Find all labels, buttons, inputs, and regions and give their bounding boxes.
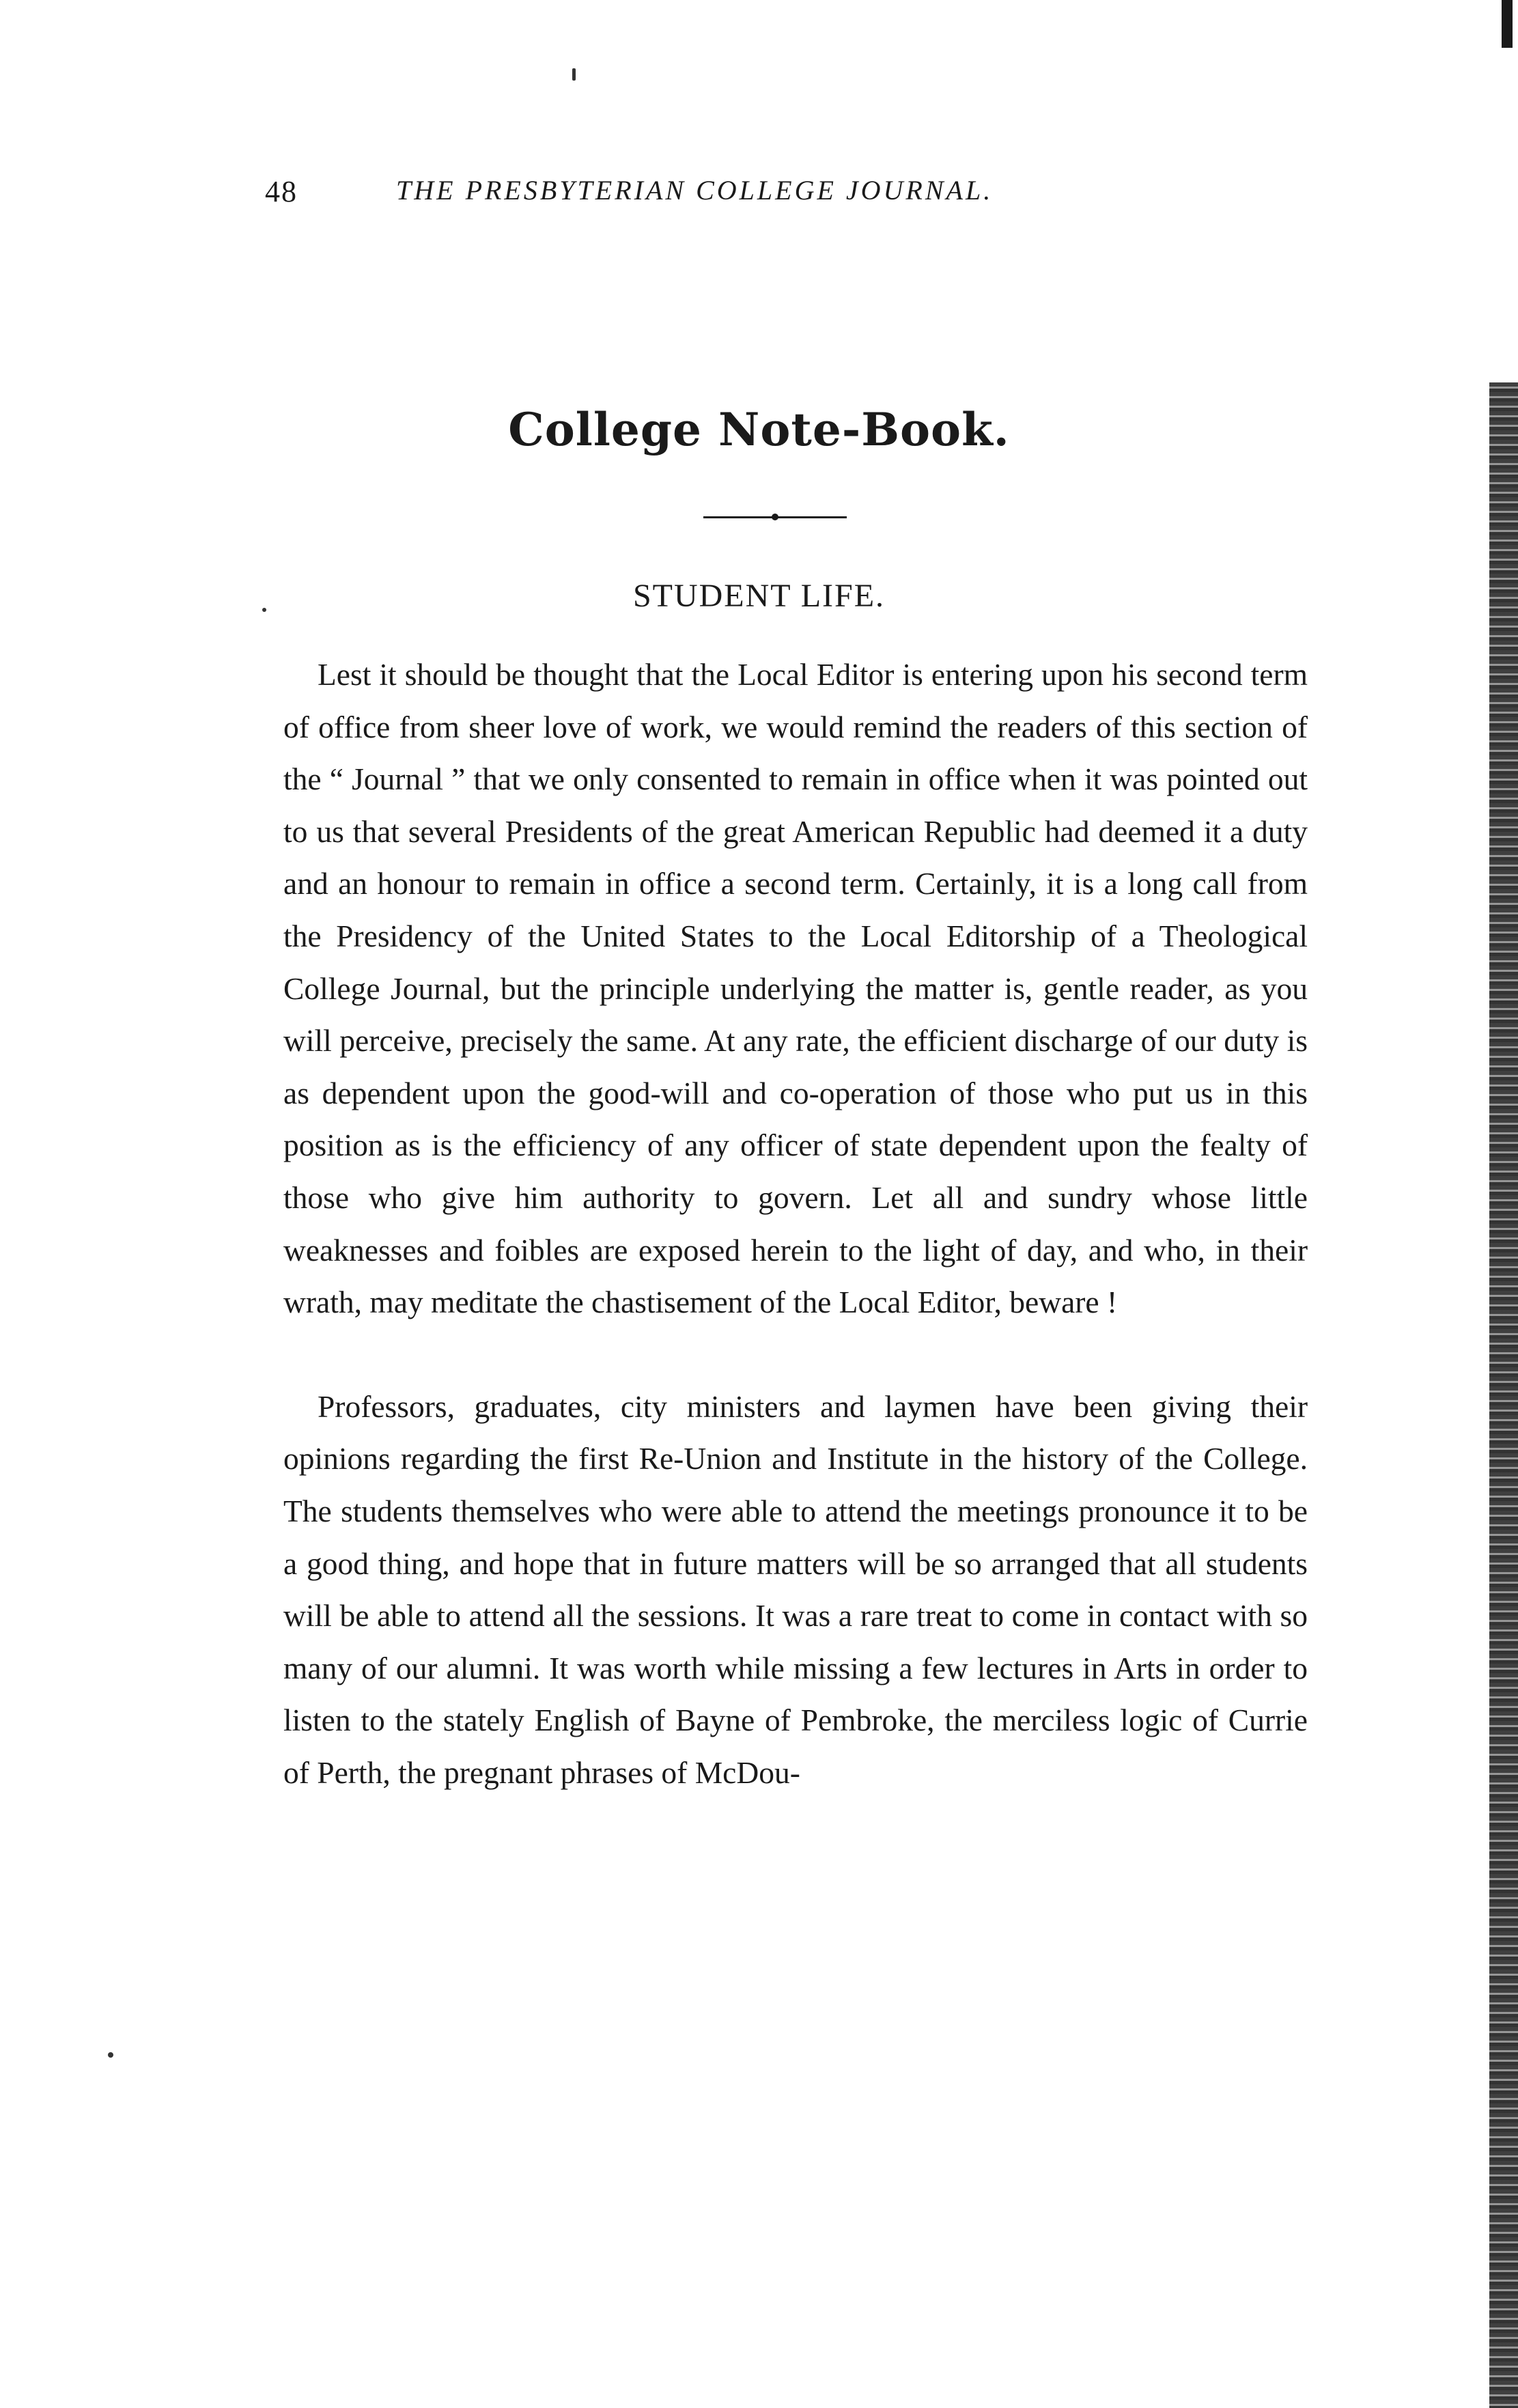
ornament-dot	[772, 514, 778, 520]
page-number: 48	[265, 175, 298, 208]
print-speck	[262, 608, 266, 612]
body-text	[283, 649, 1308, 1799]
binding-edge-top	[1502, 0, 1513, 48]
binding-edge	[1489, 382, 1518, 2408]
ornament-divider	[703, 514, 847, 520]
print-speck	[108, 2052, 113, 2058]
section-title: College Note-Book.	[508, 403, 1010, 456]
running-head	[259, 174, 1161, 215]
subheading: STUDENT LIFE.	[632, 578, 886, 614]
paragraph-1: Lest it should be thought that the Local Editor is entering upon his second term of office from sheer love of work, we would remind the readers of this section of the “ Journal ” that we only consented to remain in office when it was pointed out to us that several Presidents of the great American Republic had deemed it a duty and an honour to remain in office a second term. Certainly, it is a long call from the Presidency of the United States to the Local Editorship of a Theological College Journal, but the principle underlying the matter is, gentle reader, as you will perceive, precisely the same. At any rate, the efficient discharge of our duty is as dependent upon the good-will and co-operation of those who put us in this position as is the efficiency of any officer of state dependent upon the fealty of those who give him authority to govern. Let all and sundry whose little weaknesses and foibles are exposed herein to the light of day, and who, in their wrath, may meditate the chastisement of the Local Editor, beware !	[283, 657, 1308, 1320]
paragraph-2: Professors, graduates, city ministers and laymen have been giving their opinions regarding the first Re-Union and Institute in the history of the College. The students themselves who were able to attend the meetings pronounce it to be a good thing, and hope that in future matters will be so arranged that all students will be able to attend all the sessions. It was a rare treat to come in contact with so many of our alumni. It was worth while missing a few lectures in Arts in order to listen to the stately English of Bayne of Pembroke, the merciless logic of Currie of Perth, the pregnant phrases of McDou-	[283, 1388, 1308, 1790]
print-speck	[572, 68, 576, 81]
journal-title: THE PRESBYTERIAN COLLEGE JOURNAL.	[396, 175, 994, 206]
